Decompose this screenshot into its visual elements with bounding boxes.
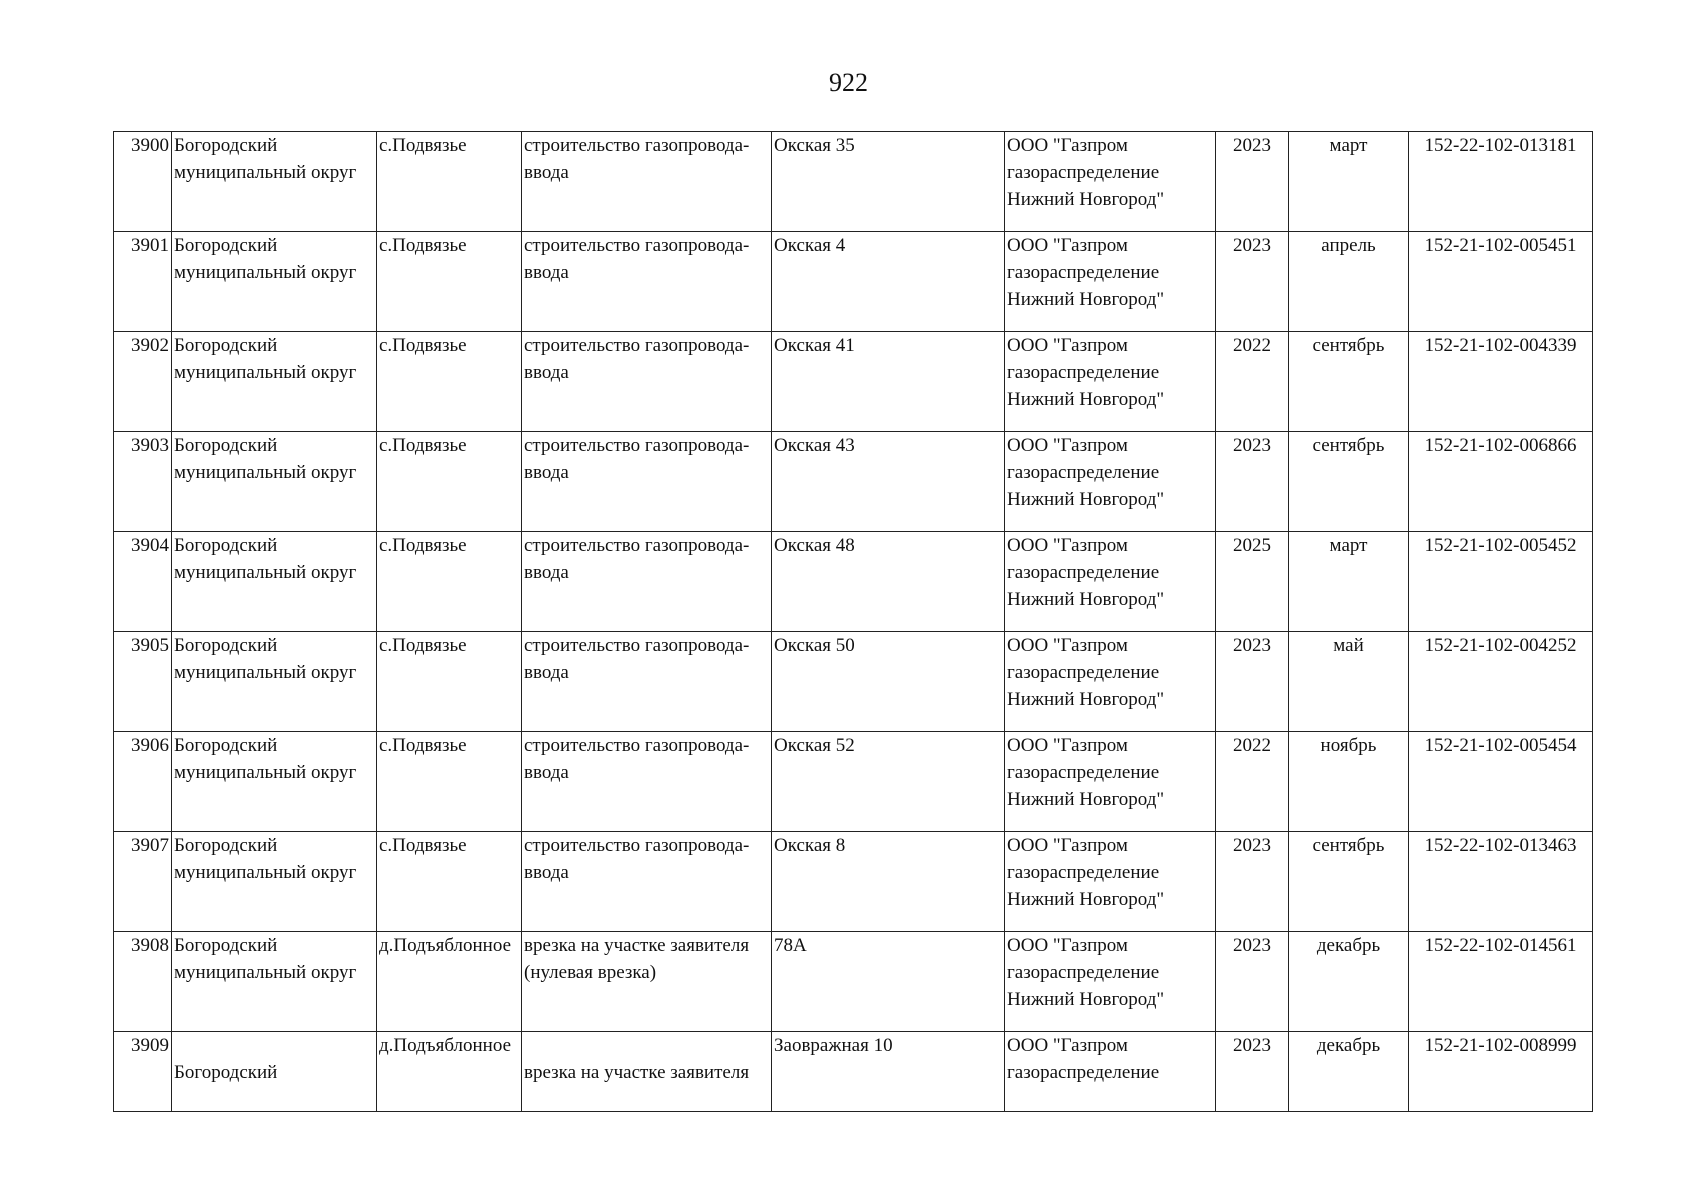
organization-cell	[1005, 1032, 1216, 1112]
application-code-cell: 152-21-102-004252	[1409, 632, 1593, 732]
organization-line: газораспределение	[1007, 262, 1160, 283]
table-row	[114, 332, 1593, 432]
month-cell: апрель	[1289, 232, 1409, 332]
work-type-cell	[522, 432, 772, 532]
row-number-cell: 3900	[114, 132, 172, 232]
organization-line: газораспределение	[1007, 162, 1160, 183]
application-code-cell: 152-22-102-013181	[1409, 132, 1593, 232]
work-type-line: ввода	[524, 662, 569, 683]
address-cell: Окская 52	[772, 732, 1005, 832]
row-number-cell: 3907	[114, 832, 172, 932]
district-line: муниципальный округ	[174, 262, 357, 283]
work-type-cell	[522, 232, 772, 332]
table-row	[114, 932, 1593, 1032]
application-code-cell: 152-21-102-006866	[1409, 432, 1593, 532]
organization-line: газораспределение	[1007, 662, 1160, 683]
district-line: муниципальный округ	[174, 362, 357, 383]
year-cell: 2023	[1216, 832, 1289, 932]
month-cell: март	[1289, 132, 1409, 232]
application-code-cell: 152-21-102-005452	[1409, 532, 1593, 632]
organization-line: газораспределение	[1007, 1062, 1160, 1083]
work-type-line: ввода	[524, 362, 569, 383]
year-cell: 2022	[1216, 332, 1289, 432]
table-row	[114, 832, 1593, 932]
row-number-cell: 3906	[114, 732, 172, 832]
settlement-cell: д.Подъяблонное	[377, 932, 522, 1032]
work-type-line: ввода	[524, 562, 569, 583]
settlement-cell: с.Подвязье	[377, 232, 522, 332]
table-row	[114, 632, 1593, 732]
settlement-cell: с.Подвязье	[377, 732, 522, 832]
work-type-cell	[522, 632, 772, 732]
month-cell: декабрь	[1289, 1032, 1409, 1112]
organization-line: ООО "Газпром	[1007, 235, 1128, 256]
organization-line: ООО "Газпром	[1007, 935, 1128, 956]
district-line: Богородский	[174, 835, 278, 856]
organization-line: Нижний Новгород"	[1007, 389, 1165, 410]
row-number-cell: 3905	[114, 632, 172, 732]
organization-line: ООО "Газпром	[1007, 135, 1128, 156]
table-row	[114, 432, 1593, 532]
table-row	[114, 532, 1593, 632]
work-type-line: ввода	[524, 462, 569, 483]
work-type-cell	[522, 732, 772, 832]
work-type-line: строительство газопровода-	[524, 135, 750, 156]
organization-line: газораспределение	[1007, 562, 1160, 583]
work-type-line: врезка на участке заявителя	[524, 935, 750, 956]
address-cell: Окская 4	[772, 232, 1005, 332]
organization-line: Нижний Новгород"	[1007, 189, 1165, 210]
application-code-cell: 152-22-102-013463	[1409, 832, 1593, 932]
year-cell: 2023	[1216, 932, 1289, 1032]
work-type-line: ввода	[524, 762, 569, 783]
row-number-cell: 3904	[114, 532, 172, 632]
district-line: Богородский	[174, 435, 278, 456]
district-line: Богородский	[174, 235, 278, 256]
work-type-line: (нулевая врезка)	[524, 962, 657, 983]
year-cell: 2022	[1216, 732, 1289, 832]
month-cell: сентябрь	[1289, 832, 1409, 932]
district-line: Богородский	[174, 1062, 278, 1083]
work-type-line: строительство газопровода-	[524, 735, 750, 756]
organization-cell	[1005, 732, 1216, 832]
application-code-cell: 152-22-102-014561	[1409, 932, 1593, 1032]
work-type-cell	[522, 832, 772, 932]
work-type-line: строительство газопровода-	[524, 535, 750, 556]
organization-cell	[1005, 832, 1216, 932]
application-code-cell: 152-21-102-004339	[1409, 332, 1593, 432]
organization-line: газораспределение	[1007, 362, 1160, 383]
organization-line: ООО "Газпром	[1007, 535, 1128, 556]
district-cell	[172, 532, 377, 632]
work-type-line: ввода	[524, 862, 569, 883]
address-cell: Окская 48	[772, 532, 1005, 632]
month-cell: декабрь	[1289, 932, 1409, 1032]
application-code-cell: 152-21-102-005451	[1409, 232, 1593, 332]
address-cell: Окская 35	[772, 132, 1005, 232]
registry-body	[114, 132, 1593, 1112]
table-row	[114, 132, 1593, 232]
organization-line: ООО "Газпром	[1007, 1035, 1128, 1056]
table-row	[114, 1032, 1593, 1112]
organization-line: газораспределение	[1007, 462, 1160, 483]
organization-line: ООО "Газпром	[1007, 435, 1128, 456]
district-line: Богородский	[174, 535, 278, 556]
year-cell: 2023	[1216, 132, 1289, 232]
year-cell: 2025	[1216, 532, 1289, 632]
address-cell: Заовражная 10	[772, 1032, 1005, 1112]
organization-line: газораспределение	[1007, 962, 1160, 983]
district-line: Богородский	[174, 735, 278, 756]
district-cell	[172, 832, 377, 932]
row-number-cell: 3903	[114, 432, 172, 532]
organization-line: газораспределение	[1007, 762, 1160, 783]
work-type-line: строительство газопровода-	[524, 635, 750, 656]
district-line: Богородский	[174, 935, 278, 956]
organization-line: ООО "Газпром	[1007, 735, 1128, 756]
year-cell: 2023	[1216, 1032, 1289, 1112]
organization-line: Нижний Новгород"	[1007, 489, 1165, 510]
organization-line: ООО "Газпром	[1007, 335, 1128, 356]
month-cell: сентябрь	[1289, 432, 1409, 532]
district-cell	[172, 632, 377, 732]
table-row	[114, 232, 1593, 332]
district-line: муниципальный округ	[174, 762, 357, 783]
organization-cell	[1005, 932, 1216, 1032]
district-cell	[172, 132, 377, 232]
organization-cell	[1005, 432, 1216, 532]
settlement-cell: с.Подвязье	[377, 432, 522, 532]
organization-line: ООО "Газпром	[1007, 835, 1128, 856]
work-type-line: строительство газопровода-	[524, 435, 750, 456]
work-type-cell	[522, 1032, 772, 1112]
organization-line: Нижний Новгород"	[1007, 889, 1165, 910]
application-code-cell: 152-21-102-008999	[1409, 1032, 1593, 1112]
district-line: муниципальный округ	[174, 962, 357, 983]
work-type-line: строительство газопровода-	[524, 235, 750, 256]
address-cell: Окская 50	[772, 632, 1005, 732]
address-cell: 78А	[772, 932, 1005, 1032]
organization-line: Нижний Новгород"	[1007, 689, 1165, 710]
work-type-cell	[522, 532, 772, 632]
district-cell	[172, 932, 377, 1032]
work-type-line: строительство газопровода-	[524, 835, 750, 856]
year-cell: 2023	[1216, 432, 1289, 532]
year-cell: 2023	[1216, 232, 1289, 332]
district-line: муниципальный округ	[174, 662, 357, 683]
application-code-cell: 152-21-102-005454	[1409, 732, 1593, 832]
address-cell: Окская 41	[772, 332, 1005, 432]
organization-cell	[1005, 332, 1216, 432]
settlement-cell: с.Подвязье	[377, 132, 522, 232]
registry-table	[113, 131, 1593, 1112]
organization-line: Нижний Новгород"	[1007, 289, 1165, 310]
month-cell: март	[1289, 532, 1409, 632]
table-row	[114, 732, 1593, 832]
organization-line: газораспределение	[1007, 862, 1160, 883]
settlement-cell: с.Подвязье	[377, 632, 522, 732]
settlement-cell: с.Подвязье	[377, 832, 522, 932]
row-number-cell: 3909	[114, 1032, 172, 1112]
organization-cell	[1005, 132, 1216, 232]
district-cell	[172, 432, 377, 532]
work-type-cell	[522, 132, 772, 232]
organization-line: Нижний Новгород"	[1007, 989, 1165, 1010]
work-type-line: ввода	[524, 162, 569, 183]
month-cell: сентябрь	[1289, 332, 1409, 432]
district-cell	[172, 332, 377, 432]
district-cell	[172, 1032, 377, 1112]
district-line: Богородский	[174, 635, 278, 656]
settlement-cell: с.Подвязье	[377, 532, 522, 632]
organization-line: Нижний Новгород"	[1007, 589, 1165, 610]
organization-cell	[1005, 532, 1216, 632]
row-number-cell: 3902	[114, 332, 172, 432]
organization-cell	[1005, 232, 1216, 332]
work-type-cell	[522, 332, 772, 432]
settlement-cell: д.Подъяблонное	[377, 1032, 522, 1112]
settlement-cell: с.Подвязье	[377, 332, 522, 432]
work-type-line: врезка на участке заявителя	[524, 1062, 750, 1083]
district-line: муниципальный округ	[174, 162, 357, 183]
district-cell	[172, 232, 377, 332]
address-cell: Окская 8	[772, 832, 1005, 932]
district-line: Богородский	[174, 135, 278, 156]
district-line: муниципальный округ	[174, 862, 357, 883]
organization-line: ООО "Газпром	[1007, 635, 1128, 656]
district-cell	[172, 732, 377, 832]
district-line: Богородский	[174, 335, 278, 356]
page-number: 922	[829, 68, 868, 97]
row-number-cell: 3908	[114, 932, 172, 1032]
work-type-cell	[522, 932, 772, 1032]
year-cell: 2023	[1216, 632, 1289, 732]
organization-line: Нижний Новгород"	[1007, 789, 1165, 810]
address-cell: Окская 43	[772, 432, 1005, 532]
district-line: муниципальный округ	[174, 562, 357, 583]
row-number-cell: 3901	[114, 232, 172, 332]
district-line: муниципальный округ	[174, 462, 357, 483]
organization-cell	[1005, 632, 1216, 732]
month-cell: май	[1289, 632, 1409, 732]
work-type-line: ввода	[524, 262, 569, 283]
month-cell: ноябрь	[1289, 732, 1409, 832]
work-type-line: строительство газопровода-	[524, 335, 750, 356]
